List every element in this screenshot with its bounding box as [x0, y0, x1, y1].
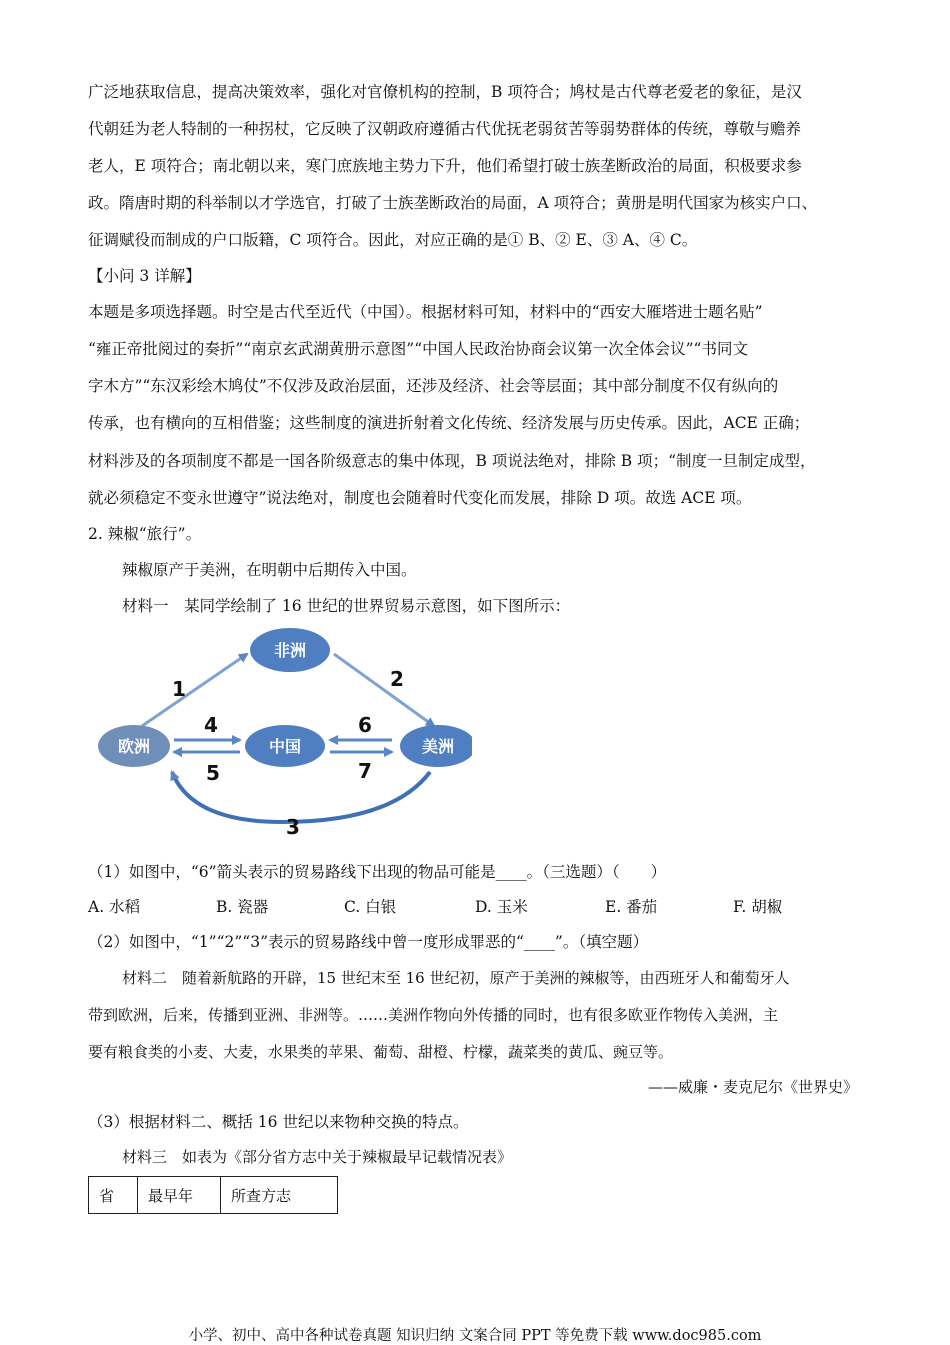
question-1: （1）如图中，“6”箭头表示的贸易路线下出现的物品可能是____。（三选题）（ ）: [88, 863, 667, 881]
trade-diagram: [92, 622, 472, 842]
option-b[interactable]: B. 瓷器: [216, 898, 269, 916]
source-citation: ——威廉・麦克尼尔《世界史》: [647, 1078, 858, 1096]
text-line-9: 字木方”“东汉彩绘木鸠仗”不仅涉及政治层面，还涉及经济、社会等层面；其中部分制度不仅有纵向的: [88, 377, 779, 395]
text-line-12: 就必须稳定不变永世遵守”说法绝对，制度也会随着时代变化而发展，排除 D 项。故选 ACE 项。: [88, 489, 752, 507]
question-2-title: 2. 辣椒“旅行”。: [88, 525, 202, 543]
label-1: 1: [172, 677, 186, 701]
table-header-row: [89, 1177, 338, 1214]
option-c[interactable]: C. 白银: [344, 898, 397, 916]
question-2: （2）如图中，“1”“2”“3”表示的贸易路线中曾一度形成罪恶的“____”。（填空题）: [88, 933, 649, 951]
table-header-province: 省: [89, 1177, 138, 1214]
material-2-line-3: 要有粮食类的小麦、大麦，水果类的苹果、葡萄、甜橙、柠檬，蔬菜类的黄瓜、豌豆等。: [88, 1043, 674, 1061]
node-china-label: 中国: [268, 737, 302, 756]
material-2-line-1: 材料二 随着新航路的开辟，15 世纪末至 16 世纪初，原产于美洲的辣椒等，由西班牙人和葡萄牙人: [122, 969, 790, 987]
material-2-line-2: 带到欧洲，后来，传播到亚洲、非洲等。……美洲作物向外传播的同时，也有很多欧亚作物传入美洲，主: [88, 1006, 779, 1024]
node-africa-label: 非洲: [273, 641, 307, 660]
section-heading: 【小问 3 详解】: [88, 267, 201, 285]
question-3: （3）根据材料二、概括 16 世纪以来物种交换的特点。: [88, 1113, 469, 1131]
option-d[interactable]: D. 玉米: [475, 898, 528, 916]
label-3: 3: [286, 815, 300, 839]
option-a[interactable]: A. 水稻: [88, 898, 141, 916]
label-7: 7: [358, 759, 372, 783]
footer-text: 小学、初中、高中各种试卷真题 知识归纳 文案合同 PPT 等免费下载 www.doc985.com: [188, 1328, 762, 1344]
text-line-3: 老人，E 项符合；南北朝以来，寒门庶族地主势力下升，他们希望打破士族垄断政治的局面，积极要求参: [88, 157, 802, 175]
option-f[interactable]: F. 胡椒: [733, 898, 783, 916]
chili-record-table: [88, 1176, 338, 1214]
text-line-10: 传承，也有横向的互相借鉴；这些制度的演进折射着文化传统、经济发展与历史传承。因此，ACE 正确；: [88, 414, 810, 432]
label-5: 5: [206, 761, 220, 785]
text-line-5: 征调赋役而制成的户口版籍，C 项符合。因此，对应正确的是① B、② E、③ A、④ C。: [88, 231, 698, 249]
table-header-earliest-year: 最早年: [138, 1177, 221, 1214]
text-line-2: 代朝廷为老人特制的一种拐杖，它反映了汉朝政府遵循古代优抚老弱贫苦等弱势群体的传统，尊敬与赡养: [88, 120, 802, 138]
text-line-7: 本题是多项选择题。时空是古代至近代（中国）。根据材料可知，材料中的“西安大雁塔进士题名贴”: [88, 303, 763, 321]
arrow-2: [334, 654, 434, 726]
text-line-1: 广泛地获取信息，提高决策效率，强化对官僚机构的控制，B 项符合；鸠杖是古代尊老爱老的象征，是汉: [88, 83, 802, 101]
option-e[interactable]: E. 番茄: [605, 898, 658, 916]
intro-text: 辣椒原产于美洲，在明朝中后期传入中国。: [122, 561, 417, 579]
material-3: 材料三 如表为《部分省方志中关于辣椒最早记载情况表》: [122, 1148, 513, 1166]
arrow-1: [142, 654, 247, 726]
table-header-gazetteer: 所查方志: [221, 1177, 338, 1214]
label-4: 4: [204, 713, 218, 737]
node-europe-label: 欧洲: [117, 737, 151, 756]
label-6: 6: [358, 713, 372, 737]
material-1: 材料一 某同学绘制了 16 世纪的世界贸易示意图，如下图所示：: [122, 597, 571, 615]
label-2: 2: [390, 667, 404, 691]
node-america-label: 美洲: [421, 737, 455, 756]
text-line-8: “雍正帝批阅过的奏折”“南京玄武湖黄册示意图”“中国人民政治协商会议第一次全体会议”“书同文: [88, 340, 748, 358]
text-line-11: 材料涉及的各项制度不都是一国各阶级意志的集中体现，B 项说法绝对，排除 B 项；“制度一旦制定成型，: [88, 452, 816, 470]
text-line-4: 政。隋唐时期的科举制以才学选官，打破了士族垄断政治的局面，A 项符合；黄册是明代国家为核实户口、: [88, 194, 818, 212]
